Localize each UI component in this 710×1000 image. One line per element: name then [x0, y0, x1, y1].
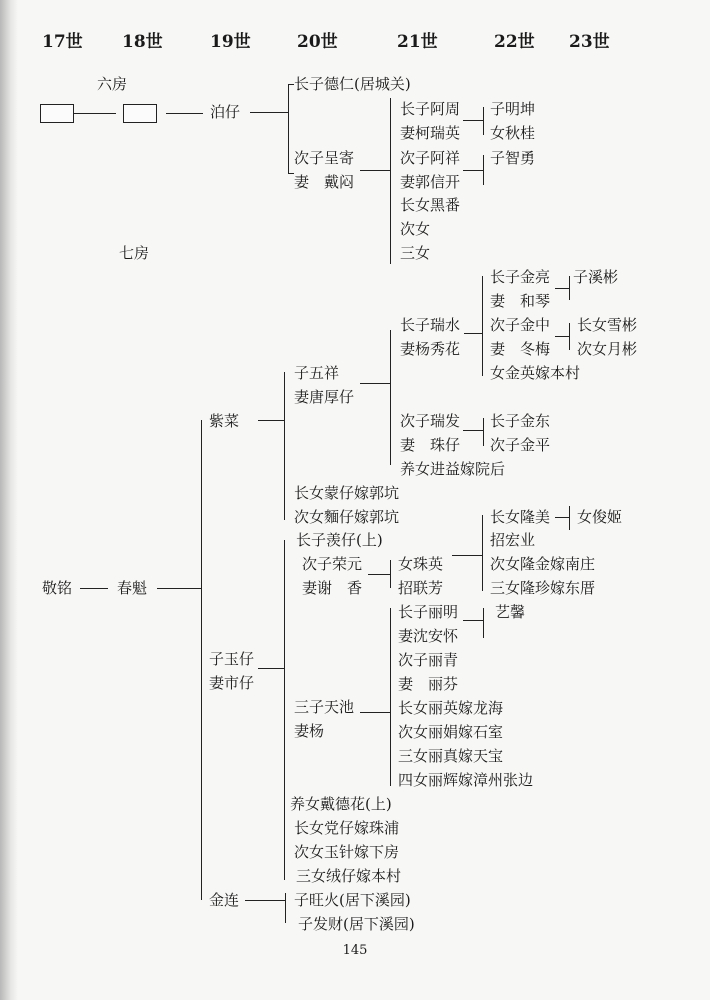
spouse-yang: 妻杨 [294, 722, 340, 740]
connector-line [360, 712, 390, 713]
person-zicai: 紫菜 [209, 412, 240, 430]
person-mianzai: 次女麵仔嫁郭坑 [294, 508, 400, 526]
generation-header-19: 19世 [210, 32, 251, 52]
spouse-tang-houzai: 妻唐厚仔 [294, 388, 355, 406]
connector-line [250, 112, 288, 113]
connector-line [360, 383, 390, 384]
sibling-bracket [284, 540, 285, 880]
person-jinliang: 长子金亮 [490, 268, 551, 286]
connector-line [80, 588, 108, 589]
person-jinlian: 金连 [209, 891, 240, 909]
person-mengzai: 长女蒙仔嫁郭坑 [294, 484, 400, 502]
spouse-heqin: 妻 和琴 [490, 292, 551, 310]
person-ruifa: 次子瑞发 [400, 412, 461, 430]
person-jinyi: 养女进益嫁院后 [400, 460, 506, 478]
person-chengji: 次子呈寄 [294, 149, 355, 167]
connector-line [452, 555, 482, 556]
connector-line [463, 620, 483, 621]
person-jinzhong: 次子金中 [490, 316, 551, 334]
connector-line [360, 170, 390, 171]
person-heifan: 长女黑番 [400, 196, 461, 214]
person-zhiyong: 子智勇 [490, 149, 536, 167]
person-zhuying: 女珠英 [398, 555, 444, 573]
person-yuzhen: 次女玉针嫁下房 [294, 843, 400, 861]
connector-line [555, 517, 569, 518]
person-rongyuan: 次子荣元 [302, 555, 363, 573]
person-yixin: 艺馨 [495, 603, 526, 621]
connector-line [166, 113, 203, 114]
person-xuebin: 长女雪彬 [577, 316, 638, 334]
person-lihui: 四女丽辉嫁漳州张边 [398, 771, 534, 789]
sibling-bracket [285, 893, 286, 923]
connector-line [555, 288, 569, 289]
person-yuzai: 子玉仔 [209, 650, 255, 668]
connector-line [368, 574, 390, 575]
connector-line [258, 668, 284, 669]
person-hongye: 招宏业 [490, 531, 536, 549]
generation-header-22: 22世 [494, 32, 535, 52]
person-dangzai: 长女党仔嫁珠浦 [294, 819, 400, 837]
spouse-yang-xiuhua: 妻杨秀花 [400, 340, 461, 358]
spouse-guo-xinkai: 妻郭信开 [400, 173, 461, 191]
spouse-xie-xiang: 妻谢 香 [302, 579, 363, 597]
sibling-bracket [483, 418, 484, 446]
sibling-bracket [483, 107, 484, 135]
person-lianfang: 招联芳 [398, 579, 444, 597]
person-xibin: 子溪彬 [573, 268, 619, 286]
person-cinu: 次女 [400, 220, 431, 238]
sibling-bracket [390, 330, 391, 465]
person-liqing: 次子丽青 [398, 651, 459, 669]
spouse-daimen: 妻 戴闷 [294, 173, 355, 191]
person-wuxiang: 子五祥 [294, 364, 340, 382]
branch-label-6: 六房 [97, 75, 128, 93]
person-jinying: 女金英嫁本村 [490, 364, 581, 382]
generation-header-18: 18世 [122, 32, 163, 52]
person-dai-dehua: 养女戴德花(上) [290, 795, 392, 813]
sibling-bracket [201, 420, 202, 900]
spouse-lifen: 妻 丽芬 [398, 675, 459, 693]
person-liming: 长子丽明 [398, 603, 459, 621]
connector-line [74, 113, 116, 114]
spouse-dongmei: 妻 冬梅 [490, 340, 551, 358]
person-longzhen: 三女隆珍嫁东厝 [490, 579, 596, 597]
person-rongzai: 三女绒仔嫁本村 [296, 867, 402, 885]
generation-header-23: 23世 [569, 32, 610, 52]
person-junji: 女俊姬 [577, 508, 623, 526]
sibling-bracket [390, 98, 391, 264]
person-bozai: 泊仔 [210, 103, 241, 121]
sibling-bracket [390, 560, 391, 588]
person-jinping: 次子金平 [490, 436, 551, 454]
connector-line [464, 333, 482, 334]
person-facai: 子发财(居下溪园) [298, 915, 415, 933]
connector-line [463, 170, 483, 171]
connector-line [569, 276, 570, 300]
page-number: 145 [342, 943, 368, 958]
connector-line [555, 336, 569, 337]
person-deren: 长子德仁(居城关) [294, 75, 411, 93]
spouse-zhuzai: 妻 珠仔 [400, 436, 461, 454]
spouse-shizai: 妻市仔 [209, 674, 255, 692]
person-wanghuo: 子旺火(居下溪园) [294, 891, 411, 909]
sibling-bracket [390, 608, 391, 786]
person-sannu: 三女 [400, 244, 431, 262]
connector-line [258, 420, 284, 421]
person-liying: 长女丽英嫁龙海 [398, 699, 504, 717]
person-chunkui: 春魁 [117, 579, 148, 597]
unknown-ancestor-box-18 [123, 104, 157, 123]
person-longjin: 次女隆金嫁南庄 [490, 555, 596, 573]
person-azhou: 长子阿周 [400, 100, 461, 118]
generation-header-17: 17世 [42, 32, 83, 52]
connector-line [463, 430, 483, 431]
sibling-bracket [482, 515, 483, 591]
person-lizhen: 三女丽真嫁天宝 [398, 747, 504, 765]
connector-line [157, 588, 201, 589]
connector-line [245, 900, 285, 901]
sibling-bracket [482, 276, 483, 376]
sibling-bracket [284, 372, 285, 520]
unknown-ancestor-box-17 [40, 104, 74, 123]
person-tianchi: 三子天池 [294, 698, 355, 716]
branch-label-7: 七房 [119, 244, 150, 262]
person-xianzai: 长子羡仔(上) [296, 531, 383, 549]
person-yuebin: 次女月彬 [577, 340, 638, 358]
person-axiang: 次子阿祥 [400, 149, 461, 167]
generation-header-20: 20世 [297, 32, 338, 52]
person-jindong: 长子金东 [490, 412, 551, 430]
sibling-bracket [569, 323, 570, 350]
person-longmei: 长女隆美 [490, 508, 551, 526]
connector-line [463, 120, 483, 121]
person-qiugui: 女秋桂 [490, 124, 536, 142]
generation-header-21: 21世 [397, 32, 438, 52]
person-mingkun: 子明坤 [490, 100, 536, 118]
spouse-shen-anhuai: 妻沈安怀 [398, 627, 459, 645]
connector-line [483, 155, 484, 185]
connector-line [483, 608, 484, 638]
scan-edge-shadow [0, 0, 18, 1000]
sibling-bracket [288, 84, 289, 174]
person-jingming: 敬铭 [42, 579, 73, 597]
spouse-ke-ruiying: 妻柯瑞英 [400, 124, 461, 142]
person-lijuan: 次女丽娟嫁石室 [398, 723, 504, 741]
person-ruishui: 长子瑞水 [400, 316, 461, 334]
connector-line [569, 506, 570, 530]
